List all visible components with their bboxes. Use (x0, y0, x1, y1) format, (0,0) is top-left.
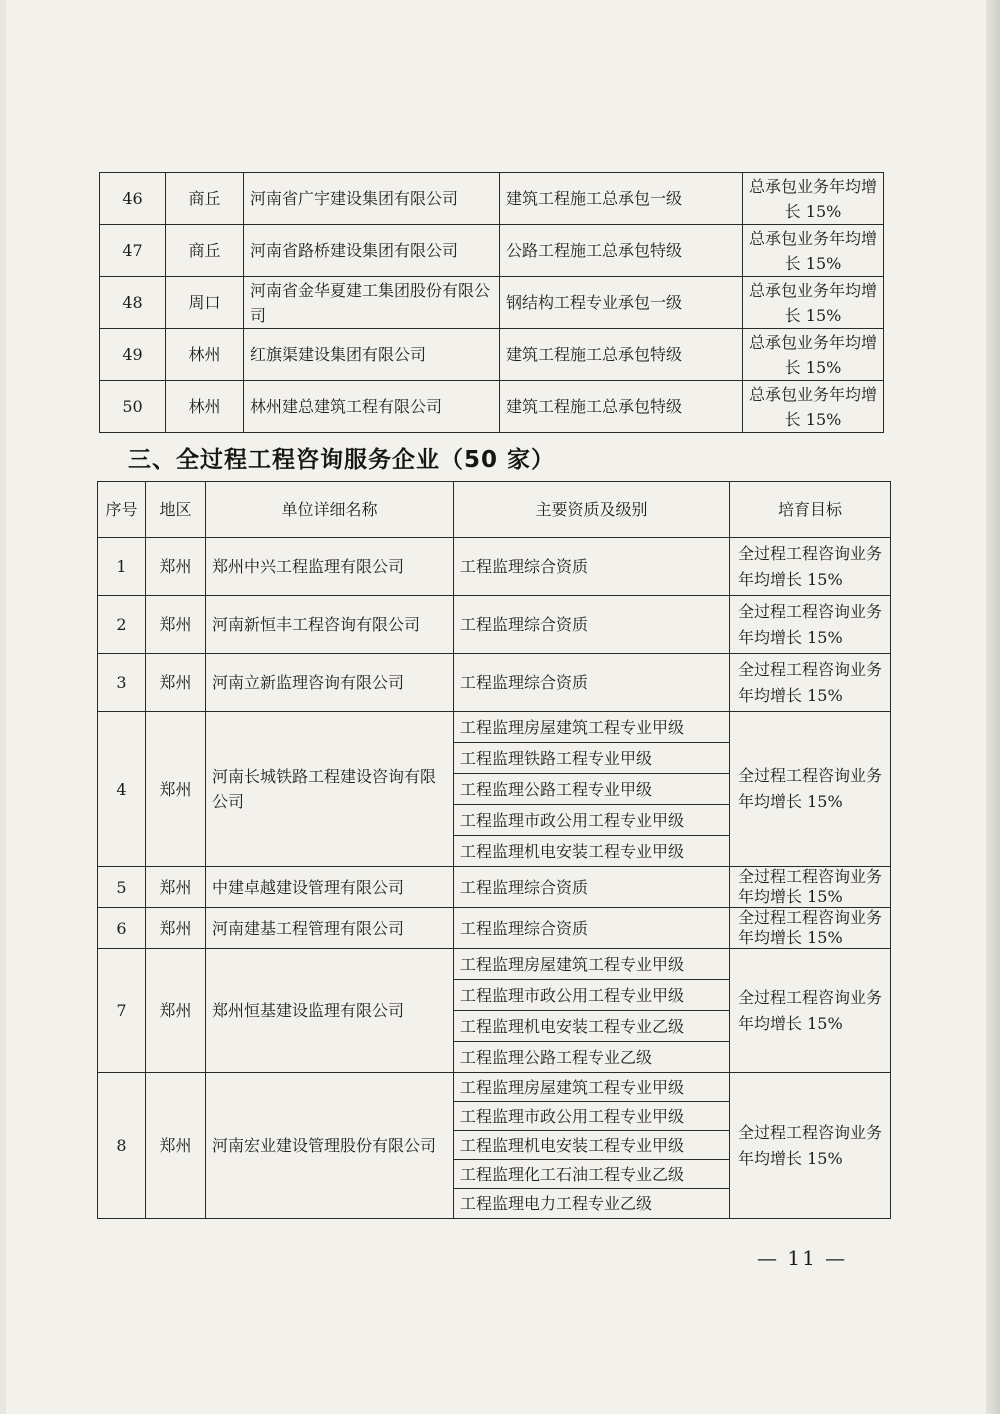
row-company: 郑州中兴工程监理有限公司 (206, 538, 454, 596)
row-number: 6 (98, 908, 146, 949)
page-edge-left (0, 0, 6, 1414)
row-number: 47 (100, 225, 166, 277)
row-company: 中建卓越建设管理有限公司 (206, 867, 454, 908)
row-region: 郑州 (146, 654, 206, 712)
row-goal: 全过程工程咨询业务年均增长 15% (730, 538, 891, 596)
row-qualification: 建筑工程施工总承包特级 (500, 381, 743, 433)
row-qualification: 工程监理市政公用工程专业甲级 (454, 805, 730, 836)
row-qualification: 工程监理综合资质 (454, 908, 730, 949)
row-qualification: 工程监理市政公用工程专业甲级 (454, 1102, 730, 1131)
header-company: 单位详细名称 (206, 482, 454, 538)
table-row (100, 329, 884, 381)
row-company: 河南新恒丰工程咨询有限公司 (206, 596, 454, 654)
table-row (98, 712, 891, 743)
header-goal: 培育目标 (730, 482, 891, 538)
table-row (98, 908, 891, 949)
row-qualification: 工程监理机电安装工程专业甲级 (454, 1131, 730, 1160)
row-region: 商丘 (166, 173, 244, 225)
header-region: 地区 (146, 482, 206, 538)
row-goal: 总承包业务年均增长 15% (743, 381, 884, 433)
table-row (98, 654, 891, 712)
row-company: 河南省广宇建设集团有限公司 (244, 173, 500, 225)
table-row (100, 225, 884, 277)
row-qualification: 工程监理化工石油工程专业乙级 (454, 1160, 730, 1189)
row-region: 郑州 (146, 712, 206, 867)
row-company: 河南宏业建设管理股份有限公司 (206, 1073, 454, 1219)
row-qualification: 建筑工程施工总承包一级 (500, 173, 743, 225)
row-region: 林州 (166, 381, 244, 433)
row-region: 郑州 (146, 538, 206, 596)
row-region: 林州 (166, 329, 244, 381)
row-qualification: 工程监理公路工程专业甲级 (454, 774, 730, 805)
row-goal: 全过程工程咨询业务年均增长 15% (730, 654, 891, 712)
row-number: 50 (100, 381, 166, 433)
row-goal: 总承包业务年均增长 15% (743, 225, 884, 277)
row-qualification: 钢结构工程专业承包一级 (500, 277, 743, 329)
row-company: 河南立新监理咨询有限公司 (206, 654, 454, 712)
row-number: 5 (98, 867, 146, 908)
row-qualification: 工程监理机电安装工程专业乙级 (454, 1011, 730, 1042)
row-goal: 全过程工程咨询业务年均增长 15% (730, 949, 891, 1073)
row-number: 7 (98, 949, 146, 1073)
row-region: 郑州 (146, 867, 206, 908)
table-row (98, 1073, 891, 1102)
row-number: 1 (98, 538, 146, 596)
row-goal: 全过程工程咨询业务年均增长 15% (730, 712, 891, 867)
row-number: 49 (100, 329, 166, 381)
row-number: 3 (98, 654, 146, 712)
row-region: 郑州 (146, 949, 206, 1073)
row-company: 河南长城铁路工程建设咨询有限公司 (206, 712, 454, 867)
row-goal: 总承包业务年均增长 15% (743, 173, 884, 225)
row-qualification: 工程监理综合资质 (454, 654, 730, 712)
row-qualification: 工程监理综合资质 (454, 596, 730, 654)
row-region: 郑州 (146, 908, 206, 949)
row-goal: 全过程工程咨询业务年均增长 15% (730, 1073, 891, 1219)
row-qualification: 工程监理电力工程专业乙级 (454, 1189, 730, 1219)
table-row (98, 596, 891, 654)
header-qualification: 主要资质及级别 (454, 482, 730, 538)
row-qualification: 工程监理综合资质 (454, 867, 730, 908)
enterprise-table-continued (99, 172, 884, 433)
consulting-enterprise-table (97, 481, 891, 1219)
row-number: 2 (98, 596, 146, 654)
row-goal: 全过程工程咨询业务年均增长 15% (730, 908, 891, 949)
row-company: 林州建总建筑工程有限公司 (244, 381, 500, 433)
row-qualification: 公路工程施工总承包特级 (500, 225, 743, 277)
row-goal: 总承包业务年均增长 15% (743, 277, 884, 329)
row-qualification: 建筑工程施工总承包特级 (500, 329, 743, 381)
row-number: 48 (100, 277, 166, 329)
table-row (98, 538, 891, 596)
row-qualification: 工程监理市政公用工程专业甲级 (454, 980, 730, 1011)
row-goal: 总承包业务年均增长 15% (743, 329, 884, 381)
row-company: 郑州恒基建设监理有限公司 (206, 949, 454, 1073)
header-no: 序号 (98, 482, 146, 538)
page-edge-right (986, 0, 1000, 1414)
row-qualification: 工程监理机电安装工程专业甲级 (454, 836, 730, 867)
row-number: 8 (98, 1073, 146, 1219)
table-row (100, 381, 884, 433)
row-region: 郑州 (146, 1073, 206, 1219)
row-region: 周口 (166, 277, 244, 329)
row-qualification: 工程监理综合资质 (454, 538, 730, 596)
row-goal: 全过程工程咨询业务年均增长 15% (730, 596, 891, 654)
row-qualification: 工程监理房屋建筑工程专业甲级 (454, 712, 730, 743)
table-row (98, 867, 891, 908)
table-header-row (98, 482, 891, 538)
table-row (100, 173, 884, 225)
table-row (98, 949, 891, 980)
row-number: 4 (98, 712, 146, 867)
row-region: 郑州 (146, 596, 206, 654)
row-company: 红旗渠建设集团有限公司 (244, 329, 500, 381)
row-goal: 全过程工程咨询业务年均增长 15% (730, 867, 891, 908)
row-number: 46 (100, 173, 166, 225)
row-company: 河南省路桥建设集团有限公司 (244, 225, 500, 277)
row-qualification: 工程监理公路工程专业乙级 (454, 1042, 730, 1073)
table-row (100, 277, 884, 329)
row-qualification: 工程监理房屋建筑工程专业甲级 (454, 949, 730, 980)
row-company: 河南建基工程管理有限公司 (206, 908, 454, 949)
row-qualification: 工程监理铁路工程专业甲级 (454, 743, 730, 774)
row-region: 商丘 (166, 225, 244, 277)
page-number: — 11 — (757, 1246, 848, 1270)
row-qualification: 工程监理房屋建筑工程专业甲级 (454, 1073, 730, 1102)
section-heading: 三、全过程工程咨询服务企业（50 家） (128, 447, 556, 473)
row-company: 河南省金华夏建工集团股份有限公司 (244, 277, 500, 329)
